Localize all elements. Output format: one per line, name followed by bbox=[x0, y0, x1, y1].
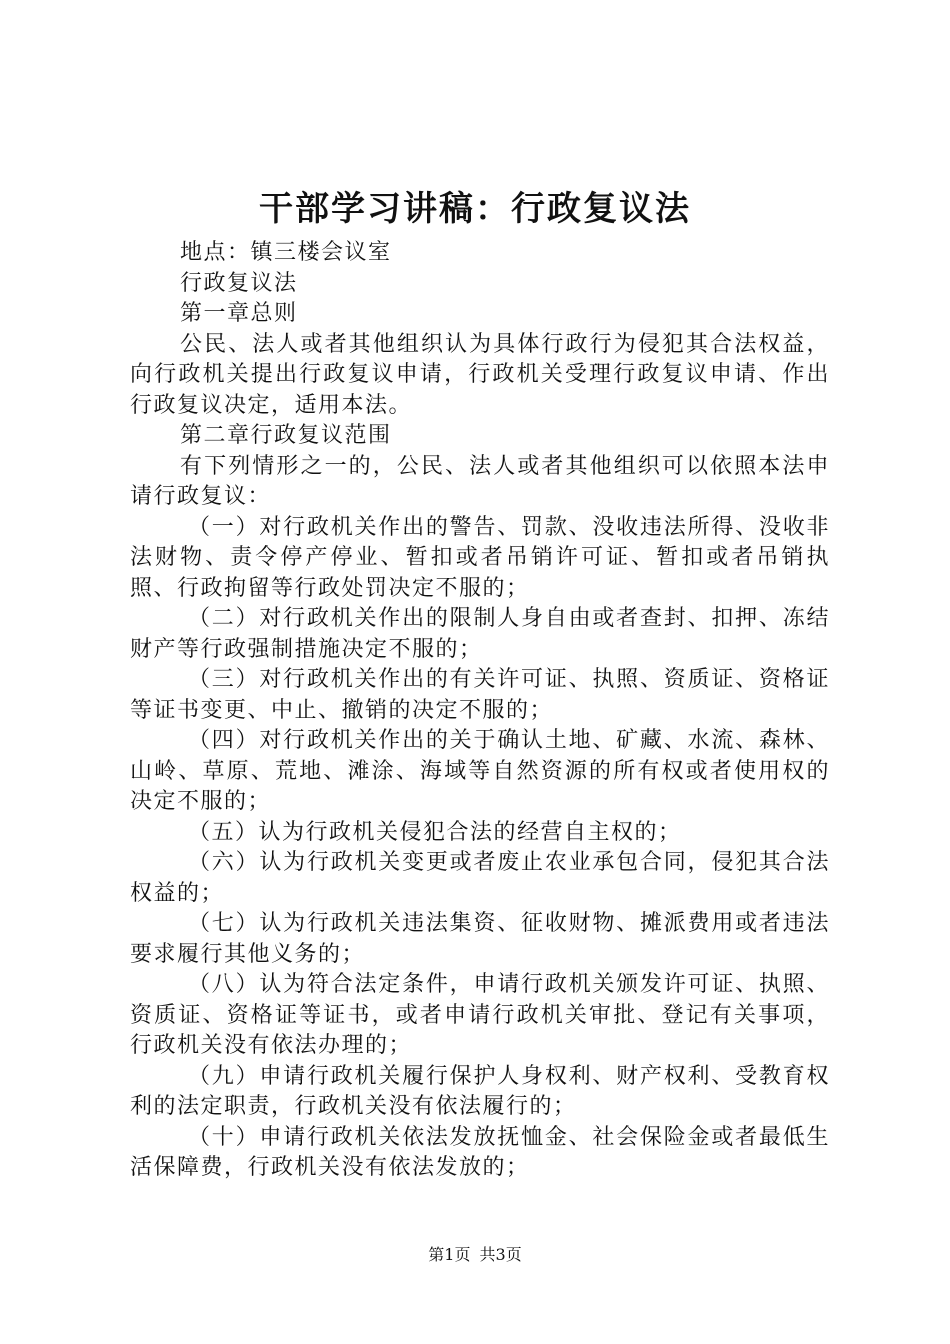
list-item-9: （九）申请行政机关履行保护人身权利、财产权利、受教育权利的法定职责，行政机关没有依法履行的； bbox=[130, 1063, 830, 1119]
paragraph-law-name: 行政复议法 bbox=[180, 270, 298, 296]
list-item-4: （四）对行政机关作出的关于确认土地、矿藏、水流、森林、山岭、草原、荒地、滩涂、海域等自然资源的所有权或者使用权的决定不服的； bbox=[130, 728, 830, 814]
list-item-7: （七）认为行政机关违法集资、征收财物、摊派费用或者违法要求履行其他义务的； bbox=[130, 911, 830, 967]
list-item-10: （十）申请行政机关依法发放抚恤金、社会保险金或者最低生活保障费，行政机关没有依法发放的； bbox=[130, 1124, 830, 1180]
list-item-1: （一）对行政机关作出的警告、罚款、没收违法所得、没收非法财物、责令停产停业、暂扣或者吊销许可证、暂扣或者吊销执照、行政拘留等行政处罚决定不服的； bbox=[130, 514, 830, 601]
paragraph-general: 公民、法人或者其他组织认为具体行政行为侵犯其合法权益，向行政机关提出行政复议申请，行政机关受理行政复议申请、作出行政复议决定，适用本法。 bbox=[130, 331, 830, 418]
list-item-5: （五）认为行政机关侵犯合法的经营自主权的； bbox=[188, 819, 682, 845]
list-item-8: （八）认为符合法定条件，申请行政机关颁发许可证、执照、资质证、资格证等证书，或者申请行政机关审批、登记有关事项，行政机关没有依法办理的； bbox=[130, 972, 830, 1058]
document-body bbox=[130, 238, 830, 1184]
page-total: 共3页 bbox=[479, 1245, 522, 1264]
page-number: 第1页 bbox=[428, 1245, 471, 1264]
chapter-heading-2: 第二章行政复议范围 bbox=[180, 423, 392, 448]
paragraph-location: 地点：镇三楼会议室 bbox=[180, 240, 392, 265]
list-item-3: （三）对行政机关作出的有关许可证、执照、资质证、资格证等证书变更、中止、撤销的决定不服的； bbox=[130, 667, 830, 723]
list-item-2: （二）对行政机关作出的限制人身自由或者查封、扣押、冻结财产等行政强制措施决定不服的； bbox=[130, 606, 830, 662]
page-footer bbox=[0, 1244, 950, 1266]
chapter-heading-1: 第一章总则 bbox=[180, 301, 298, 326]
paragraph-scope-intro: 有下列情形之一的，公民、法人或者其他组织可以依照本法申请行政复议： bbox=[130, 453, 830, 509]
document-title: 干部学习讲稿：行政复议法 bbox=[259, 189, 691, 229]
list-item-6: （六）认为行政机关变更或者废止农业承包合同，侵犯其合法权益的； bbox=[130, 850, 830, 906]
